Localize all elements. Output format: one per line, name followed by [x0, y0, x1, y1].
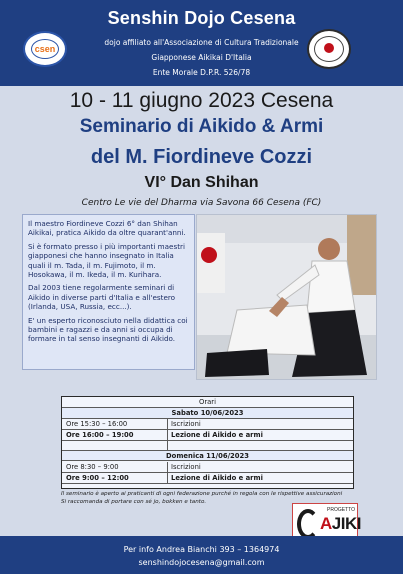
footer-banner: [0, 536, 403, 574]
logo-word-rest: JIKI: [331, 514, 361, 533]
schedule-time: Ore 9:00 – 12:00: [66, 474, 129, 482]
schedule-time: Ore 15:30 – 16:00: [66, 420, 128, 428]
affiliation-line-1: dojo affiliato all'Associazione di Cultura Tradizionale: [104, 38, 299, 47]
aikikai-logo: [307, 29, 351, 69]
schedule-table: [61, 396, 354, 489]
header-banner: [0, 0, 403, 86]
column-divider: [167, 419, 168, 429]
event-master: del M. Fiordineve Cozzi: [90, 146, 313, 168]
schedule-row: [62, 473, 353, 484]
schedule-row: [62, 462, 353, 473]
event-venue: Centro Le vie del Dharma via Savona 66 Cesena (FC): [81, 198, 322, 208]
schedule-activity: Lezione di Aikido e armi: [171, 431, 263, 439]
csen-logo-text: csen: [34, 44, 56, 54]
bio-paragraph: Il maestro Fiordineve Cozzi 6° dan Shihan Aikikai, pratica Aikido da oltre quarant'anni.: [28, 219, 186, 238]
aikido-photo: [196, 214, 377, 380]
enso-brush-icon: [297, 509, 319, 539]
aikikai-logo-sun: [324, 43, 334, 53]
note-line-2: Si raccomanda di portare con sé jo, bokken e tanto.: [61, 498, 207, 505]
logo-word-a: A: [320, 514, 332, 533]
dojo-name: Senshin Dojo Cesena: [107, 8, 296, 28]
column-divider: [167, 430, 168, 440]
affiliation-line-3: Ente Morale D.P.R. 526/78: [152, 68, 251, 77]
event-rank: VI° Dan Shihan: [144, 174, 259, 191]
schedule-time: Ore 16:00 – 19:00: [66, 431, 134, 439]
schedule-row: [62, 430, 353, 441]
schedule-row: [62, 419, 353, 430]
schedule-activity: Iscrizioni: [171, 420, 201, 428]
logo-word: [320, 514, 361, 534]
schedule-activity: Iscrizioni: [171, 463, 201, 471]
logo-project-label: PROGETTO: [327, 507, 355, 513]
bio-paragraph: Si è formato presso i più importanti maestri giapponesi che hanno insegnato in Italia quali il m. Tada, il m. Fujimoto, il m. Hosokawa, il m. Ikeda, il m. Kurihara.: [28, 241, 185, 280]
schedule-day-row: [62, 408, 353, 419]
bio-box: [22, 214, 195, 370]
schedule-heading-row: [62, 397, 353, 408]
event-dates: 10 - 11 giugno 2023 Cesena: [69, 89, 334, 112]
schedule-time: Ore 8:30 – 9:00: [66, 463, 119, 471]
schedule-day-row: [62, 450, 353, 461]
contact-email[interactable]: senshindojocesena@gmail.com: [138, 558, 265, 567]
contact-info: Per info Andrea Bianchi 393 – 1364974: [123, 545, 280, 554]
event-title: Seminario di Aikido & Armi: [79, 116, 324, 137]
schedule-day-2: Domenica 11/06/2023: [166, 452, 249, 460]
aikido-photo-illustration: [197, 215, 377, 380]
column-divider: [167, 462, 168, 472]
bio-paragraph: Dal 2003 tiene regolarmente seminari di Aikido in diverse parti d'Italia e all'estero (Irlanda, USA, Russia, ecc...).: [28, 283, 176, 312]
affiliation-line-2: Giapponese Aikikai D'Italia: [151, 53, 252, 62]
schedule-day-1: Sabato 10/06/2023: [171, 409, 244, 417]
bio-paragraph: E' un esperto riconosciuto nella didattica coi bambini e ragazzi e da anni si occupa di formare in tal senso insegnanti di Aikido.: [28, 315, 188, 344]
note-line-1: Il seminario è aperto ai praticanti di ogni federazione purché in regola con le rispettive assicurazioni: [61, 491, 343, 497]
column-divider: [167, 473, 168, 483]
schedule-heading: Orari: [199, 398, 216, 406]
schedule-activity: Lezione di Aikido e armi: [171, 474, 263, 482]
